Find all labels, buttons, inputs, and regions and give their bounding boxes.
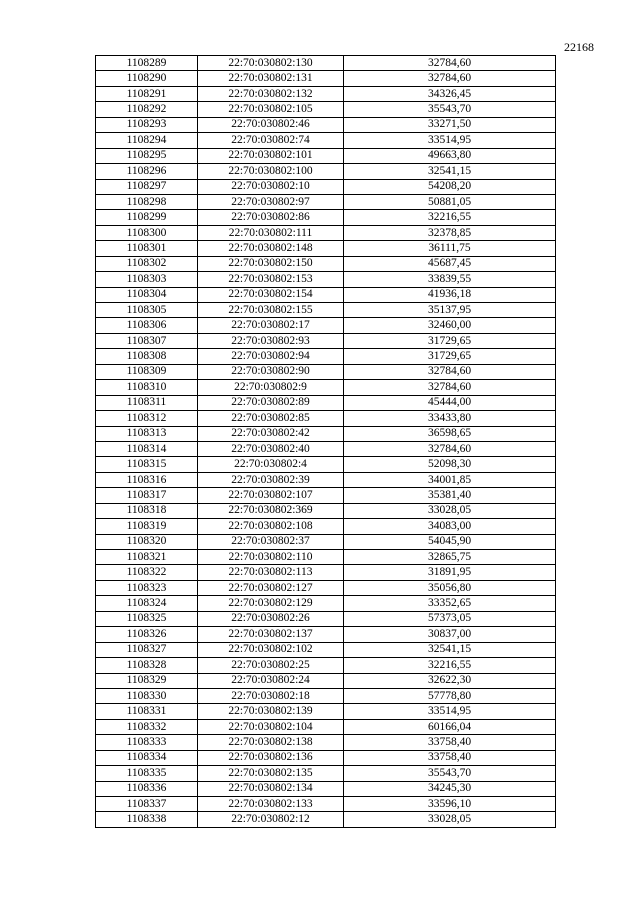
- row-number-cell: 1108306: [96, 318, 198, 333]
- table-row: [96, 349, 556, 364]
- cadastral-number-cell: 22:70:030802:135: [198, 766, 344, 781]
- row-number-cell: 1108299: [96, 210, 198, 225]
- row-number-cell: 1108327: [96, 642, 198, 657]
- cadastral-number-cell: 22:70:030802:129: [198, 596, 344, 611]
- table-row: [96, 364, 556, 379]
- cadastral-number-cell: 22:70:030802:40: [198, 441, 344, 456]
- row-number-cell: 1108329: [96, 673, 198, 688]
- cadastral-number-cell: 22:70:030802:133: [198, 797, 344, 812]
- row-number-cell: 1108297: [96, 179, 198, 194]
- table-row: [96, 303, 556, 318]
- cadastral-value-cell: 36598,65: [344, 426, 556, 441]
- cadastral-value-cell: 35543,70: [344, 766, 556, 781]
- cadastral-number-cell: 22:70:030802:134: [198, 781, 344, 796]
- cadastral-value-cell: 54045,90: [344, 534, 556, 549]
- row-number-cell: 1108293: [96, 117, 198, 132]
- table-row: [96, 148, 556, 163]
- row-number-cell: 1108316: [96, 472, 198, 487]
- table-row: [96, 333, 556, 348]
- table-row: [96, 735, 556, 750]
- cadastral-value-cell: 35056,80: [344, 580, 556, 595]
- table-row: [96, 688, 556, 703]
- table-row: [96, 194, 556, 209]
- table-row: [96, 426, 556, 441]
- row-number-cell: 1108312: [96, 411, 198, 426]
- table-row: [96, 441, 556, 456]
- row-number-cell: 1108322: [96, 565, 198, 580]
- cadastral-value-cell: 33271,50: [344, 117, 556, 132]
- row-number-cell: 1108337: [96, 797, 198, 812]
- cadastral-number-cell: 22:70:030802:138: [198, 735, 344, 750]
- cadastral-value-cell: 33758,40: [344, 735, 556, 750]
- row-number-cell: 1108304: [96, 287, 198, 302]
- cadastral-value-cell: 33028,05: [344, 812, 556, 827]
- table-row: [96, 395, 556, 410]
- cadastral-number-cell: 22:70:030802:369: [198, 503, 344, 518]
- cadastral-value-cell: 32784,60: [344, 56, 556, 71]
- cadastral-value-cell: 32216,55: [344, 658, 556, 673]
- cadastral-number-cell: 22:70:030802:10: [198, 179, 344, 194]
- cadastral-value-cell: 32541,15: [344, 642, 556, 657]
- row-number-cell: 1108324: [96, 596, 198, 611]
- cadastral-value-cell: 32460,00: [344, 318, 556, 333]
- cadastral-value-cell: 41936,18: [344, 287, 556, 302]
- cadastral-value-cell: 35137,95: [344, 303, 556, 318]
- row-number-cell: 1108333: [96, 735, 198, 750]
- table-row: [96, 210, 556, 225]
- cadastral-number-cell: 22:70:030802:94: [198, 349, 344, 364]
- cadastral-value-cell: 52098,30: [344, 457, 556, 472]
- table-row: [96, 225, 556, 240]
- table-row: [96, 627, 556, 642]
- cadastral-number-cell: 22:70:030802:110: [198, 550, 344, 565]
- cadastral-number-cell: 22:70:030802:97: [198, 194, 344, 209]
- cadastral-value-cell: 33028,05: [344, 503, 556, 518]
- row-number-cell: 1108338: [96, 812, 198, 827]
- page-number: 22168: [564, 40, 594, 54]
- table-row: [96, 503, 556, 518]
- row-number-cell: 1108332: [96, 719, 198, 734]
- cadastral-number-cell: 22:70:030802:107: [198, 488, 344, 503]
- table-row: [96, 411, 556, 426]
- cadastral-number-cell: 22:70:030802:148: [198, 241, 344, 256]
- cadastral-number-cell: 22:70:030802:127: [198, 580, 344, 595]
- cadastral-number-cell: 22:70:030802:108: [198, 519, 344, 534]
- cadastral-value-cell: 57778,80: [344, 688, 556, 703]
- table-row: [96, 580, 556, 595]
- cadastral-number-cell: 22:70:030802:17: [198, 318, 344, 333]
- table-row: [96, 164, 556, 179]
- cadastral-value-cell: 60166,04: [344, 719, 556, 734]
- cadastral-number-cell: 22:70:030802:131: [198, 71, 344, 86]
- table-row: [96, 781, 556, 796]
- cadastral-value-cell: 31729,65: [344, 349, 556, 364]
- cadastral-number-cell: 22:70:030802:26: [198, 611, 344, 626]
- table-row: [96, 766, 556, 781]
- row-number-cell: 1108325: [96, 611, 198, 626]
- cadastral-number-cell: 22:70:030802:86: [198, 210, 344, 225]
- cadastral-number-cell: 22:70:030802:130: [198, 56, 344, 71]
- table-row: [96, 611, 556, 626]
- cadastral-value-cell: 32541,15: [344, 164, 556, 179]
- cadastral-value-cell: 54208,20: [344, 179, 556, 194]
- cadastral-number-cell: 22:70:030802:46: [198, 117, 344, 132]
- cadastral-value-cell: 34083,00: [344, 519, 556, 534]
- row-number-cell: 1108330: [96, 688, 198, 703]
- row-number-cell: 1108290: [96, 71, 198, 86]
- row-number-cell: 1108319: [96, 519, 198, 534]
- row-number-cell: 1108313: [96, 426, 198, 441]
- cadastral-value-cell: 33596,10: [344, 797, 556, 812]
- table-body: [96, 56, 556, 828]
- table-row: [96, 750, 556, 765]
- cadastral-value-cell: 30837,00: [344, 627, 556, 642]
- cadastral-number-cell: 22:70:030802:154: [198, 287, 344, 302]
- cadastral-value-cell: 32784,60: [344, 380, 556, 395]
- cadastral-number-cell: 22:70:030802:153: [198, 272, 344, 287]
- table-row: [96, 704, 556, 719]
- table-row: [96, 673, 556, 688]
- cadastral-value-cell: 32865,75: [344, 550, 556, 565]
- cadastral-number-cell: 22:70:030802:12: [198, 812, 344, 827]
- cadastral-value-cell: 36111,75: [344, 241, 556, 256]
- table-row: [96, 272, 556, 287]
- row-number-cell: 1108291: [96, 86, 198, 101]
- row-number-cell: 1108292: [96, 102, 198, 117]
- cadastral-number-cell: 22:70:030802:101: [198, 148, 344, 163]
- cadastral-value-cell: 49663,80: [344, 148, 556, 163]
- cadastral-value-cell: 34001,85: [344, 472, 556, 487]
- row-number-cell: 1108305: [96, 303, 198, 318]
- row-number-cell: 1108301: [96, 241, 198, 256]
- cadastral-number-cell: 22:70:030802:90: [198, 364, 344, 379]
- table-row: [96, 71, 556, 86]
- table-row: [96, 287, 556, 302]
- cadastral-number-cell: 22:70:030802:89: [198, 395, 344, 410]
- cadastral-value-cell: 35381,40: [344, 488, 556, 503]
- table-row: [96, 56, 556, 71]
- cadastral-number-cell: 22:70:030802:102: [198, 642, 344, 657]
- row-number-cell: 1108294: [96, 133, 198, 148]
- table-row: [96, 256, 556, 271]
- cadastral-number-cell: 22:70:030802:42: [198, 426, 344, 441]
- cadastral-value-cell: 45687,45: [344, 256, 556, 271]
- row-number-cell: 1108298: [96, 194, 198, 209]
- cadastral-number-cell: 22:70:030802:132: [198, 86, 344, 101]
- table-row: [96, 519, 556, 534]
- cadastral-value-cell: 33433,80: [344, 411, 556, 426]
- row-number-cell: 1108311: [96, 395, 198, 410]
- row-number-cell: 1108308: [96, 349, 198, 364]
- cadastral-number-cell: 22:70:030802:9: [198, 380, 344, 395]
- cadastral-value-cell: 33514,95: [344, 133, 556, 148]
- row-number-cell: 1108315: [96, 457, 198, 472]
- row-number-cell: 1108334: [96, 750, 198, 765]
- row-number-cell: 1108296: [96, 164, 198, 179]
- cadastral-value-cell: 45444,00: [344, 395, 556, 410]
- table-row: [96, 117, 556, 132]
- row-number-cell: 1108335: [96, 766, 198, 781]
- row-number-cell: 1108328: [96, 658, 198, 673]
- cadastral-value-cell: 57373,05: [344, 611, 556, 626]
- table-row: [96, 658, 556, 673]
- row-number-cell: 1108326: [96, 627, 198, 642]
- cadastral-number-cell: 22:70:030802:24: [198, 673, 344, 688]
- cadastral-number-cell: 22:70:030802:105: [198, 102, 344, 117]
- cadastral-number-cell: 22:70:030802:18: [198, 688, 344, 703]
- cadastral-number-cell: 22:70:030802:104: [198, 719, 344, 734]
- table-row: [96, 179, 556, 194]
- cadastral-value-cell: 35543,70: [344, 102, 556, 117]
- row-number-cell: 1108318: [96, 503, 198, 518]
- cadastral-number-cell: 22:70:030802:100: [198, 164, 344, 179]
- cadastral-value-cell: 32784,60: [344, 71, 556, 86]
- cadastral-number-cell: 22:70:030802:25: [198, 658, 344, 673]
- table-row: [96, 812, 556, 827]
- row-number-cell: 1108320: [96, 534, 198, 549]
- cadastral-number-cell: 22:70:030802:93: [198, 333, 344, 348]
- cadastral-number-cell: 22:70:030802:111: [198, 225, 344, 240]
- row-number-cell: 1108295: [96, 148, 198, 163]
- cadastral-number-cell: 22:70:030802:139: [198, 704, 344, 719]
- table-row: [96, 565, 556, 580]
- cadastral-value-cell: 33758,40: [344, 750, 556, 765]
- cadastral-value-cell: 33839,55: [344, 272, 556, 287]
- cadastral-value-cell: 34326,45: [344, 86, 556, 101]
- table-row: [96, 534, 556, 549]
- table-row: [96, 241, 556, 256]
- cadastral-number-cell: 22:70:030802:136: [198, 750, 344, 765]
- table-row: [96, 596, 556, 611]
- cadastral-number-cell: 22:70:030802:85: [198, 411, 344, 426]
- cadastral-value-cell: 32784,60: [344, 441, 556, 456]
- table-row: [96, 318, 556, 333]
- cadastral-number-cell: 22:70:030802:37: [198, 534, 344, 549]
- cadastral-value-cell: 31729,65: [344, 333, 556, 348]
- row-number-cell: 1108317: [96, 488, 198, 503]
- cadastral-value-cell: 32216,55: [344, 210, 556, 225]
- row-number-cell: 1108314: [96, 441, 198, 456]
- table-row: [96, 133, 556, 148]
- row-number-cell: 1108321: [96, 550, 198, 565]
- row-number-cell: 1108310: [96, 380, 198, 395]
- cadastral-number-cell: 22:70:030802:39: [198, 472, 344, 487]
- cadastral-value-cell: 33514,95: [344, 704, 556, 719]
- row-number-cell: 1108309: [96, 364, 198, 379]
- row-number-cell: 1108307: [96, 333, 198, 348]
- table-row: [96, 102, 556, 117]
- cadastral-value-cell: 32784,60: [344, 364, 556, 379]
- cadastral-number-cell: 22:70:030802:155: [198, 303, 344, 318]
- table-row: [96, 472, 556, 487]
- table-row: [96, 457, 556, 472]
- table-row: [96, 488, 556, 503]
- row-number-cell: 1108303: [96, 272, 198, 287]
- row-number-cell: 1108302: [96, 256, 198, 271]
- row-number-cell: 1108323: [96, 580, 198, 595]
- cadastral-value-cell: 50881,05: [344, 194, 556, 209]
- cadastral-value-cell: 31891,95: [344, 565, 556, 580]
- cadastral-value-cell: 33352,65: [344, 596, 556, 611]
- table-row: [96, 86, 556, 101]
- cadastral-number-cell: 22:70:030802:150: [198, 256, 344, 271]
- cadastral-value-table: [95, 55, 556, 828]
- row-number-cell: 1108336: [96, 781, 198, 796]
- row-number-cell: 1108300: [96, 225, 198, 240]
- table-row: [96, 550, 556, 565]
- table-row: [96, 642, 556, 657]
- table-row: [96, 797, 556, 812]
- row-number-cell: 1108289: [96, 56, 198, 71]
- table-row: [96, 380, 556, 395]
- cadastral-number-cell: 22:70:030802:113: [198, 565, 344, 580]
- row-number-cell: 1108331: [96, 704, 198, 719]
- cadastral-number-cell: 22:70:030802:4: [198, 457, 344, 472]
- cadastral-value-cell: 34245,30: [344, 781, 556, 796]
- table-row: [96, 719, 556, 734]
- cadastral-number-cell: 22:70:030802:137: [198, 627, 344, 642]
- cadastral-value-cell: 32378,85: [344, 225, 556, 240]
- cadastral-number-cell: 22:70:030802:74: [198, 133, 344, 148]
- cadastral-value-cell: 32622,30: [344, 673, 556, 688]
